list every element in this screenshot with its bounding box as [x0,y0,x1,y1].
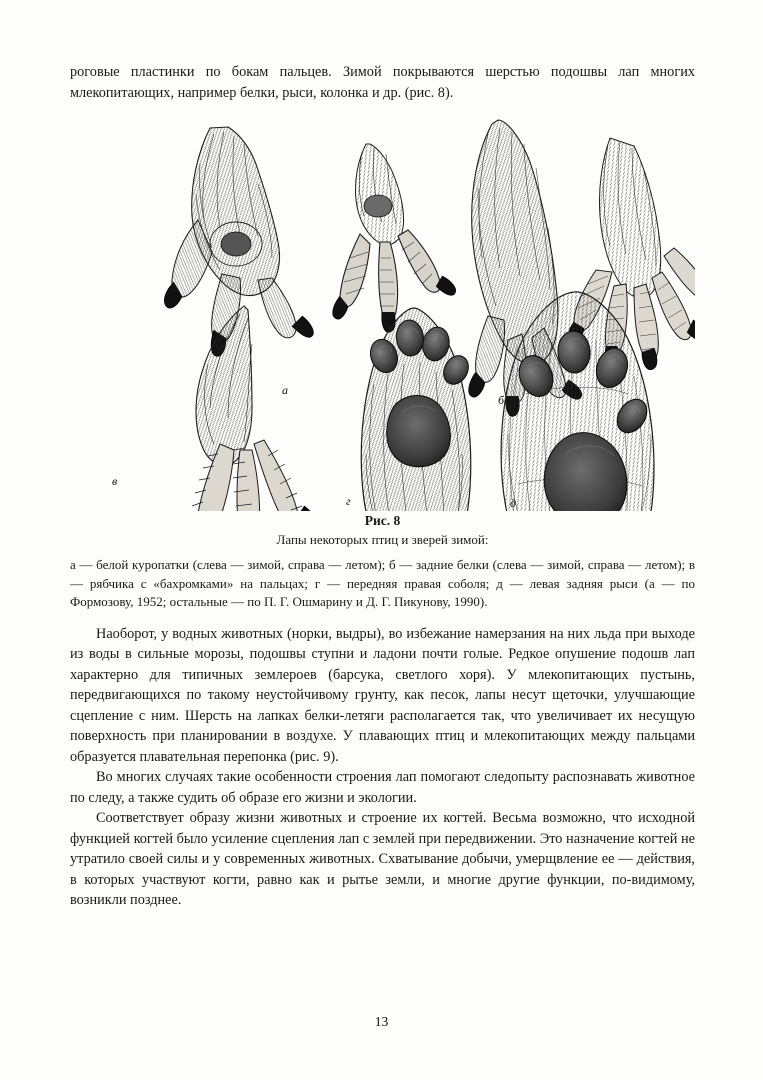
figure-part-label-g: г [346,494,351,508]
intro-paragraph: роговые пластинки по бокам пальцев. Зимой покрываются шерстью подошвы лап многих млекопитающих, например белки, рыси, колонка и др. (рис. 8). [70,64,695,101]
figure-part-label-b: б [498,393,505,407]
figure-part-label-a: а [282,383,288,397]
body-text [70,624,695,911]
figure-subtitle: Лапы некоторых птиц и зверей зимой: [276,532,489,547]
figure-title: Рис. 8 [364,513,401,528]
figure-8 [70,116,695,511]
body-paragraph-1: Наоборот, у водных животных (норки, выдры), во избежание намерзания на них льда при выходе из воды в сильные морозы, подошвы ступни и ладони почти голые. Редкое опушение подошв лап характерно для типичных землероев (барсука, светлого хоря). У млекопитающих пустынь, передвигающихся по такому неустойчивому грунту, как песок, лапы несут щеточки, улучшающие сцепление с ним. Шерсть на лапках белки-летяги располагается так, что увеличивает их несущую поверхность при планировании в воздухе. У плавающих птиц и млекопитающих между пальцами образуется плавательная перепонка (рис. 9). [70,625,695,765]
figure-part-label-v: в [112,474,118,488]
body-paragraph-2: Во многих случаях такие особенности строения лап помогают следопыту распознавать животное по следу, а также судить об образе его жизни и экологии. [70,769,695,806]
page-content [70,62,695,911]
figure-part-label-d: д [510,496,517,510]
figure-legend: а — белой куропатки (слева — зимой, справа — летом); б — задние белки (слева — зимой, справа — летом); в — рябчика с «бахромками» на пальцах; г — передняя правая соболя; д — левая задняя рыси (а — по Формозову, 1952; остальные — по П. Г. Ошмарину и Д. Г. Пикунову, 1990). [70,557,695,609]
body-paragraph-3: Соответствует образу жизни животных и строение их когтей. Весьма возможно, что исходной функцией когтей было усиление сцепления лап с землей при передвижении. Это назначение когтей не утратило своей силы и у современных животных. Схватывание добычи, умерщвление ее — действия, в которых участвуют когти, равно как и рытье земли, и многие другие функции, по-видимому, возникли позднее. [70,810,695,908]
figure-illustration [70,116,695,511]
page-number: 13 [374,1014,389,1029]
